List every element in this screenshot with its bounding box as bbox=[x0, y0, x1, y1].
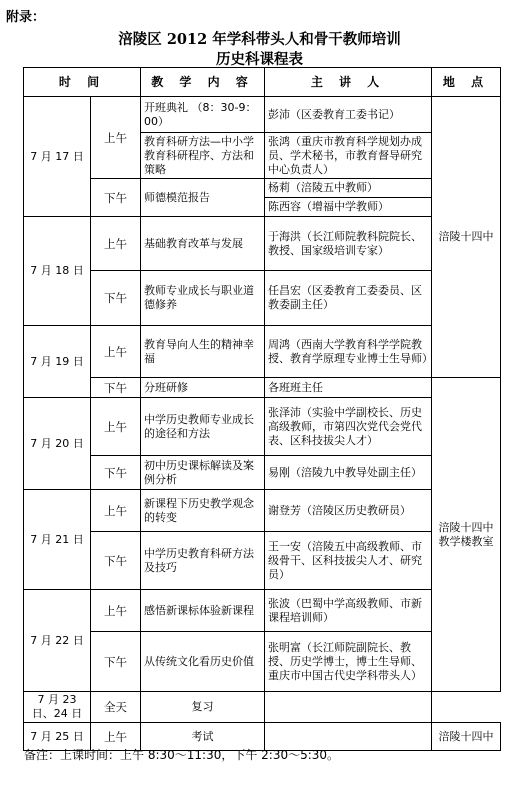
lecturer-cell: 易刚（涪陵九中教导处副主任） bbox=[265, 456, 432, 490]
table-row bbox=[24, 179, 501, 198]
content-cell: 感悟新课标体验新课程 bbox=[141, 590, 265, 632]
page-title: 涪陵区 2012 年学科带头人和骨干教师培训 bbox=[118, 31, 401, 48]
lecturer-cell: 张波（巴蜀中学高级教师、市新课程培训师） bbox=[265, 590, 432, 632]
table-row bbox=[24, 271, 501, 326]
footnote: 备注：上课时间：上午 8:30～11:30，下午 2:30～5:30。 bbox=[24, 748, 340, 762]
date-cell: 7 月 25 日 bbox=[24, 723, 91, 751]
page-subtitle: 历史科课程表 bbox=[216, 51, 303, 68]
table-row bbox=[24, 692, 501, 723]
content-cell: 中学历史教师专业成长的途径和方法 bbox=[141, 398, 265, 456]
lecturer-cell: 张泽沛（实验中学副校长、历史高级教师，市第四次党代会党代表、区科技拔尖人才） bbox=[265, 398, 432, 456]
table-row bbox=[24, 378, 501, 398]
table-row bbox=[24, 398, 501, 456]
period-cell: 上午 bbox=[91, 490, 141, 532]
date-cell: 7 月 19 日 bbox=[24, 326, 91, 398]
date-cell: 7 月 23 日、24 日 bbox=[24, 692, 91, 723]
lecturer-cell bbox=[265, 692, 432, 723]
schedule-table bbox=[23, 67, 501, 751]
content-cell: 教育导向人生的精神幸福 bbox=[141, 326, 265, 378]
lecturer-cell: 各班班主任 bbox=[265, 378, 432, 398]
period-cell: 下午 bbox=[91, 271, 141, 326]
content-cell: 教育科研方法—中小学教育科研程序、方法和策略 bbox=[141, 133, 265, 179]
lecturer-cell: 张鸿（重庆市教育科学规划办成员、学术秘书，市教育督导研究中心负责人） bbox=[265, 133, 432, 179]
lecturer-cell: 彭沛（区委教育工委书记） bbox=[265, 97, 432, 133]
date-cell: 7 月 21 日 bbox=[24, 490, 91, 590]
period-cell: 下午 bbox=[91, 532, 141, 590]
content-cell: 新课程下历史教学观念的转变 bbox=[141, 490, 265, 532]
table-row bbox=[24, 532, 501, 590]
place-cell: 涪陵十四中 bbox=[432, 97, 501, 378]
header-row bbox=[24, 68, 501, 97]
table-row bbox=[24, 456, 501, 490]
content-cell: 基础教育改革与发展 bbox=[141, 217, 265, 271]
lecturer-cell: 杨莉（涪陵五中教师） bbox=[265, 179, 432, 198]
header-time: 时 间 bbox=[24, 68, 141, 97]
table-row bbox=[24, 632, 501, 692]
period-cell: 上午 bbox=[91, 326, 141, 378]
period-cell: 上午 bbox=[91, 723, 141, 751]
lecturer-cell: 陈西容（增福中学教师） bbox=[265, 198, 432, 217]
table-row bbox=[24, 590, 501, 632]
table-row bbox=[24, 326, 501, 378]
period-cell: 全天 bbox=[91, 692, 141, 723]
lecturer-cell: 王一安（涪陵五中高级教师、市级骨干、区科技拔尖人才、研究员） bbox=[265, 532, 432, 590]
place-cell: 涪陵十四中 bbox=[432, 723, 501, 751]
period-cell: 上午 bbox=[91, 97, 141, 179]
content-cell: 师德模范报告 bbox=[141, 179, 265, 217]
date-cell: 7 月 17 日 bbox=[24, 97, 91, 217]
lecturer-cell: 张明富（长江师院副院长、教授、历史学博士，博士生导师、重庆市中国古代史学科带头人） bbox=[265, 632, 432, 692]
table-row bbox=[24, 217, 501, 271]
lecturer-cell: 于海洪（长江师院教科院院长、教授、国家级培训专家） bbox=[265, 217, 432, 271]
attachment-label: 附录： bbox=[6, 10, 46, 25]
date-cell: 7 月 20 日 bbox=[24, 398, 91, 490]
content-cell: 从传统文化看历史价值 bbox=[141, 632, 265, 692]
content-cell: 中学历史教育科研方法及技巧 bbox=[141, 532, 265, 590]
period-cell: 下午 bbox=[91, 378, 141, 398]
header-place: 地 点 bbox=[432, 68, 501, 97]
date-cell: 7 月 22 日 bbox=[24, 590, 91, 692]
period-cell: 下午 bbox=[91, 456, 141, 490]
content-cell: 考试 bbox=[141, 723, 265, 751]
period-cell: 下午 bbox=[91, 179, 141, 217]
lecturer-cell: 周鸿（西南大学教育科学学院教授、教育学原理专业博士生导师） bbox=[265, 326, 432, 378]
content-cell: 初中历史课标解读及案例分析 bbox=[141, 456, 265, 490]
content-cell: 复习 bbox=[141, 692, 265, 723]
table-row bbox=[24, 97, 501, 133]
lecturer-cell: 任昌宏（区委教育工委委员、区教委副主任） bbox=[265, 271, 432, 326]
table-row bbox=[24, 490, 501, 532]
period-cell: 上午 bbox=[91, 217, 141, 271]
content-cell: 开班典礼 （8：30-9：00） bbox=[141, 97, 265, 133]
header-content: 教 学 内 容 bbox=[141, 68, 265, 97]
header-lecturer: 主 讲 人 bbox=[265, 68, 432, 97]
lecturer-cell: 谢登芳（涪陵区历史教研员） bbox=[265, 490, 432, 532]
period-cell: 上午 bbox=[91, 590, 141, 632]
date-cell: 7 月 18 日 bbox=[24, 217, 91, 326]
content-cell: 分班研修 bbox=[141, 378, 265, 398]
period-cell: 上午 bbox=[91, 398, 141, 456]
place-cell: 涪陵十四中教学楼教室 bbox=[432, 378, 501, 692]
period-cell: 下午 bbox=[91, 632, 141, 692]
content-cell: 教师专业成长与职业道德修养 bbox=[141, 271, 265, 326]
